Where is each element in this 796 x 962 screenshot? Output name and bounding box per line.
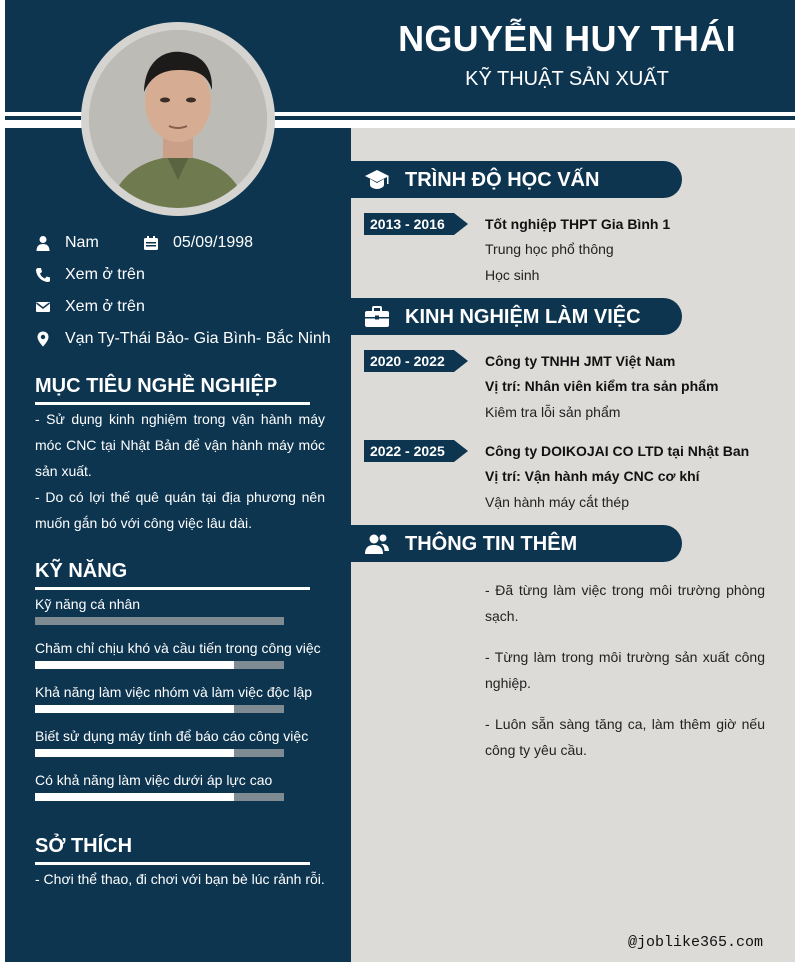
extra-info-item: - Đã từng làm việc trong môi trường phòng sạch. — [485, 582, 765, 624]
job-period: 2020 - 2022 — [370, 353, 445, 369]
dob-text: 05/09/1998 — [173, 234, 254, 251]
user-icon — [35, 235, 51, 251]
job-position: Vị trí: Nhân viên kiểm tra sản phẩm — [485, 378, 719, 394]
address-row — [35, 330, 331, 348]
candidate-name: NGUYỄN HUY THÁI — [398, 18, 736, 59]
skills-title: KỸ NĂNG — [35, 560, 128, 582]
skill-bar-fill — [35, 793, 234, 801]
skill-label: Chăm chỉ chịu khó và cầu tiến trong công việc — [35, 640, 321, 656]
skill-bar — [35, 661, 284, 669]
skill-label: Có khả năng làm việc dưới áp lực cao — [35, 772, 273, 788]
location-pin-icon — [35, 331, 51, 347]
address-text: Vạn Ty-Thái Bảo- Gia Bình- Bắc Ninh — [65, 330, 331, 347]
gender-row — [35, 234, 99, 252]
education-level: Trung học phổ thông — [485, 241, 614, 257]
extra-info-title: THÔNG TIN THÊM — [405, 533, 578, 555]
education-title: TRÌNH ĐỘ HỌC VẤN — [405, 169, 600, 191]
education-school: Tốt nghiệp THPT Gia Bình 1 — [485, 216, 671, 232]
extra-info-item: - Từng làm trong môi trường sản xuất công nghiệp. — [485, 649, 765, 691]
experience-header — [351, 298, 682, 335]
education-note: Học sinh — [485, 267, 540, 283]
skill-label: Biết sử dụng máy tính để báo cáo công việc — [35, 728, 309, 744]
hobbies-rule — [35, 862, 310, 865]
phone-icon — [35, 267, 51, 283]
skill-bar — [35, 617, 284, 625]
job-period-tag — [364, 350, 468, 372]
hobbies-title: SỞ THÍCH — [35, 835, 133, 857]
job-period: 2022 - 2025 — [370, 443, 445, 459]
job-description: Vận hành máy cắt thép — [485, 494, 629, 510]
skills-rule — [35, 587, 310, 590]
users-icon — [364, 532, 390, 556]
extra-info-item: - Luôn sẵn sàng tăng ca, làm thêm giờ nếu công ty yêu cầu. — [485, 716, 765, 758]
education-period: 2013 - 2016 — [370, 216, 445, 232]
extra-info-header — [351, 525, 682, 562]
skill-label: Khả năng làm việc nhóm và làm việc độc lập — [35, 684, 313, 700]
skill-bar — [35, 749, 284, 757]
skill-label: Kỹ năng cá nhân — [35, 596, 141, 612]
email-row — [35, 298, 145, 316]
skill-bar-fill — [35, 661, 234, 669]
calendar-icon — [143, 235, 159, 251]
job-period-tag — [364, 440, 468, 462]
experience-title: KINH NGHIỆM LÀM VIỆC — [405, 306, 641, 328]
job-company: Công ty DOIKOJAI CO LTD tại Nhật Ban — [485, 443, 750, 459]
gender-text: Nam — [65, 234, 99, 251]
dob-row — [143, 234, 253, 252]
objective-text: - Sử dụng kinh nghiệm trong vận hành máy móc CNC tại Nhật Bản để vận hành máy móc sản xuất. - Do có lợi thế quê quán tại địa phương nên muốn gắn bó với công việc lâu dài. — [35, 411, 325, 531]
skill-bar-fill — [35, 749, 234, 757]
phone-row — [35, 266, 145, 284]
skill-bar — [35, 793, 284, 801]
job-company: Công ty TNHH JMT Việt Nam — [485, 353, 676, 369]
job-title: KỸ THUẬT SẢN XUẤT — [465, 68, 669, 90]
skill-bar-fill — [35, 705, 234, 713]
briefcase-icon — [364, 305, 390, 329]
skill-bar — [35, 705, 284, 713]
education-period-tag — [364, 213, 468, 235]
email-text: Xem ở trên — [65, 298, 145, 315]
job-position: Vị trí: Vận hành máy CNC cơ khí — [485, 468, 700, 484]
avatar — [89, 30, 267, 208]
objective-rule — [35, 402, 310, 405]
hobbies-text: - Chơi thể thao, đi chơi với bạn bè lúc rảnh rỗi. — [35, 871, 325, 887]
education-header — [351, 161, 682, 198]
job-description: Kiêm tra lỗi sản phẩm — [485, 404, 621, 420]
watermark: @joblike365.com — [628, 934, 764, 951]
phone-text: Xem ở trên — [65, 266, 145, 283]
objective-title: MỤC TIÊU NGHỀ NGHIỆP — [35, 375, 278, 397]
graduation-cap-icon — [364, 168, 390, 192]
mail-icon — [35, 299, 51, 315]
